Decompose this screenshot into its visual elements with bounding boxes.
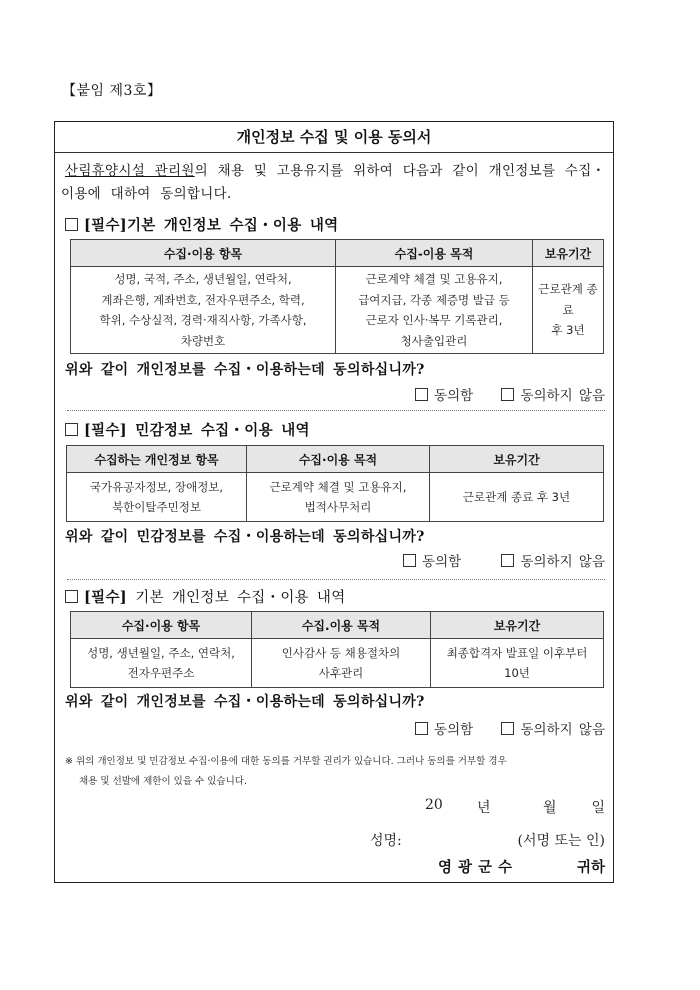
cell-line: 청사출입관리 (400, 333, 468, 348)
year-label: 년 (477, 800, 491, 816)
disagree-label: 동의하지 않음 (520, 722, 605, 738)
section-1-question: 위와 같이 개인정보를 수집・이용하는데 동의하십니까? (65, 362, 425, 378)
cell-line: 성명, 생년월일, 주소, 연락처, (87, 645, 235, 660)
agree-label: 동의함 (434, 722, 474, 738)
section-3-options (415, 718, 605, 738)
addressee-name: 영광군수 (438, 859, 519, 876)
section-1-title: 기본 개인정보 수집・이용 내역 (126, 217, 339, 234)
col-header: 수집하는 개인정보 항목 (67, 446, 247, 473)
col-header: 보유기간 (430, 446, 604, 473)
section-2-options (403, 550, 605, 570)
intro-paragraph (61, 160, 606, 206)
col-header: 수집·이용 항목 (71, 240, 336, 267)
section-2-header (65, 419, 310, 440)
annex-label: 【붙임 제3호】 (62, 83, 162, 99)
refusal-notice (65, 752, 610, 792)
checkbox-icon[interactable] (415, 388, 428, 401)
date-line (425, 797, 605, 816)
purpose-cell (252, 639, 431, 688)
purpose-cell (336, 267, 533, 354)
cell-line: 사후관리 (318, 666, 364, 680)
disagree-label: 동의하지 않음 (520, 388, 605, 404)
agree-label: 동의함 (434, 388, 474, 404)
disagree-option[interactable] (501, 554, 605, 570)
section-3-title: 기본 개인정보 수집・이용 내역 (135, 590, 346, 606)
cell-line: 근로계약 체결 및 고용유지, (269, 479, 407, 494)
table-row (71, 639, 604, 688)
section-2-question: 위와 같이 민감정보를 수집・이용하는데 동의하십니까? (65, 529, 425, 545)
form-title: 개인정보 수집 및 이용 동의서 (55, 122, 613, 153)
retention-cell (431, 639, 604, 688)
disagree-option[interactable] (501, 388, 605, 404)
checkbox-icon[interactable] (65, 423, 78, 436)
agree-option[interactable] (403, 554, 461, 570)
intro-text: 의 채용 및 고용유지를 위하여 다음과 같이 개인정보를 수집・이용에 대하여 동의합니다. (61, 163, 606, 202)
cell-line: 전자우편주소 (127, 666, 195, 680)
section-3-question: 위와 같이 개인정보를 수집・이용하는데 동의하십니까? (65, 694, 425, 710)
items-cell (67, 473, 247, 522)
col-header: 수집·이용 항목 (71, 612, 252, 639)
addressee-suffix: 귀하 (576, 859, 605, 876)
checkbox-icon[interactable] (501, 722, 514, 735)
checkbox-icon[interactable] (415, 722, 428, 735)
cell-line: 성명, 국적, 주소, 생년월일, 연락처, (114, 272, 292, 286)
checkbox-icon[interactable] (65, 218, 78, 231)
section-3-table (70, 611, 604, 688)
cell-line: 법적사무처리 (304, 500, 372, 514)
checkbox-icon[interactable] (501, 554, 514, 567)
month-label: 월 (543, 800, 557, 816)
signature-hint: (서명 또는 인) (517, 833, 605, 849)
notice-line: 채용 및 선발에 제한이 있을 수 있습니다. (79, 776, 247, 787)
checkbox-icon[interactable] (403, 554, 416, 567)
col-header: 보유기간 (533, 240, 604, 267)
cell-line: 인사감사 등 채용절차의 (281, 645, 401, 660)
section-2-table (66, 445, 604, 522)
items-cell (71, 267, 336, 354)
dotted-divider (67, 579, 605, 580)
retention-cell (430, 473, 604, 522)
checkbox-icon[interactable] (501, 388, 514, 401)
cell-line: 근로관계 종료 (538, 282, 598, 317)
consent-form (54, 121, 614, 883)
agree-option[interactable] (415, 722, 473, 738)
year-prefix: 20 (425, 797, 443, 813)
col-header: 수집-이용 목적 (336, 240, 533, 267)
required-tag: [필수] (84, 422, 127, 439)
cell-line: 근로자 인사·복무 기록관리, (365, 313, 503, 327)
section-3-header (65, 586, 346, 607)
required-tag: [필수] (84, 217, 127, 234)
cell-line: 국가유공자정보, 장애정보, (89, 479, 224, 494)
agree-label: 동의함 (422, 554, 462, 570)
retention-cell (533, 267, 604, 354)
col-header: 수집.이용 목적 (252, 612, 431, 639)
section-1-table (70, 239, 604, 354)
cell-line: 후 3년 (551, 323, 585, 338)
cell-line: 10년 (504, 666, 530, 680)
day-label: 일 (591, 800, 605, 816)
intro-position: 산림휴양시설 관리원 (65, 163, 195, 179)
notice-line: ※ 위의 개인정보 및 민감정보 수집·이용에 대한 동의를 거부할 권리가 있습니다. 그러나 동의를 거부할 경우 (65, 756, 507, 767)
section-1-header (65, 214, 338, 235)
col-header: 보유기간 (431, 612, 604, 639)
required-tag: [필수] (84, 589, 127, 606)
disagree-option[interactable] (501, 722, 605, 738)
table-row (67, 473, 604, 522)
cell-line: 계좌은행, 계좌번호, 전자우편주소, 학력, (101, 292, 305, 307)
signature-label: 성명: (370, 833, 402, 849)
col-header: 수집·이용 목적 (247, 446, 430, 473)
cell-line: 근로계약 체결 및 고용유지, (365, 272, 503, 286)
table-row (71, 267, 604, 354)
items-cell (71, 639, 252, 688)
cell-line: 근로관계 종료 후 3년 (462, 489, 571, 504)
cell-line: 학위, 수상실적, 경력·재직사항, 가족사항, (99, 313, 307, 327)
cell-line: 차량번호 (180, 333, 226, 348)
cell-line: 북한이탈주민정보 (112, 500, 201, 514)
agree-option[interactable] (415, 388, 473, 404)
section-2-title: 민감정보 수집・이용 내역 (135, 422, 310, 439)
disagree-label: 동의하지 않음 (520, 554, 605, 570)
dotted-divider (67, 410, 605, 411)
cell-line: 최종합격자 발표일 이후부터 (446, 645, 588, 660)
checkbox-icon[interactable] (65, 590, 78, 603)
cell-line: 급여지급, 각종 제증명 발급 등 (358, 292, 510, 307)
purpose-cell (247, 473, 430, 522)
section-1-options (415, 384, 605, 404)
